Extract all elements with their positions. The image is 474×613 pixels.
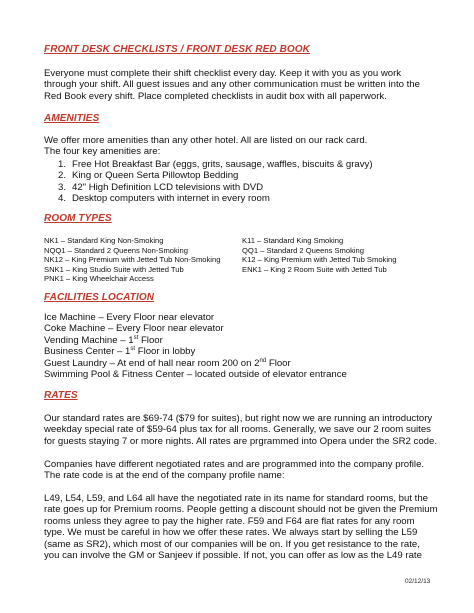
amenity-item: 3. 42" High Definition LCD televisions with DVD xyxy=(58,181,264,193)
rates-line: The rate code is at the end of the company profile name: xyxy=(44,470,285,482)
room-type-item: NK12 – King Premium with Jetted Tub Non-Smoking xyxy=(44,255,221,265)
amenities-line: We offer more amenities than any other hotel. All are listed on our rack card. xyxy=(44,135,368,146)
room-type-item: PNK1 – King Wheelchair Access xyxy=(44,274,154,284)
room-type-item: K11 – Standard King Smoking xyxy=(242,236,344,245)
intro-line: through your shift. All guest issues and any other communication must be written into the xyxy=(44,79,420,91)
facility-item: Swimming Pool & Fitness Center – located outside of elevator entrance xyxy=(44,369,347,381)
amenities-line: The four key amenities are: xyxy=(44,146,161,158)
amenities-heading: AMENITIES xyxy=(44,113,100,124)
facility-item: Guest Laundry – At end of hall near room 200 on 2nd Floor xyxy=(44,357,291,369)
facility-item: Coke Machine – Every Floor near elevator xyxy=(44,323,224,335)
room-types-heading: ROOM TYPES xyxy=(44,213,112,224)
rates-paragraph-2 xyxy=(44,459,424,482)
intro-paragraph xyxy=(44,68,420,102)
intro-line: Red Book every shift. Place completed checklists in audit box with all paperwork. xyxy=(44,90,387,102)
facilities-heading: FACILITIES LOCATION xyxy=(44,292,155,303)
rates-line: Our standard rates are $69-74 ($79 for suites), but right now we are running an introductory xyxy=(44,413,433,424)
rates-paragraph-3 xyxy=(44,493,438,561)
room-type-item: ENK1 – King 2 Room Suite with Jetted Tub xyxy=(242,264,387,274)
amenity-item: 2. King or Queen Serta Pillowtop Bedding xyxy=(58,170,239,182)
room-types-right-column xyxy=(242,236,396,274)
rates-line: Companies have different negotiated rates and are programmed into the company profile. xyxy=(44,459,425,470)
rates-line: weekday special rate of $59-64 plus tax for all rooms. Generally, we save our 2 room suites xyxy=(44,424,431,436)
room-types-left-column xyxy=(44,236,220,284)
rates-line: L49, L54, L59, and L64 all have the negotiated rate in its name for standard rooms, but the xyxy=(44,493,429,504)
room-type-item: K12 – King Premium with Jetted Tub Smoking xyxy=(242,255,397,265)
facilities-list xyxy=(44,312,347,380)
rates-line: you can involve the GM or Sanjeev if possible. If not, you can offer as low as the L49 rate xyxy=(44,550,422,562)
rates-line: rooms unless they agree to pay the higher rate. F59 and F64 are flat rates for any room xyxy=(44,515,415,527)
facility-item: Ice Machine – Every Floor near elevator xyxy=(44,312,215,323)
facility-item: Business Center – 1st Floor in lobby xyxy=(44,346,196,358)
page-title: FRONT DESK CHECKLISTS / FRONT DESK RED BOOK xyxy=(44,44,310,55)
amenities-intro xyxy=(44,135,367,158)
rates-line: rate goes up for Premium rooms. People getting a discount should not be given the Premium xyxy=(44,504,438,516)
rates-line: (same as SR2), which most of our companies will be on. If you get resistance to the rate, xyxy=(44,538,420,550)
amenities-list xyxy=(58,159,373,205)
intro-line: Everyone must complete their shift checklist every day. Keep it with you as you work xyxy=(44,68,402,79)
facility-item: Vending Machine – 1st Floor xyxy=(44,334,163,346)
amenity-item: 1. Free Hot Breakfast Bar (eggs, grits, sausage, waffles, biscuits & gravy) xyxy=(58,159,373,170)
rates-line: type. We must be careful in how we offer these rates. We always start by selling the L59 xyxy=(44,527,418,539)
rates-paragraph-1 xyxy=(44,413,437,447)
amenity-item: 4. Desktop computers with internet in every room xyxy=(58,193,270,205)
room-type-item: NQQ1 – Standard 2 Queens Non-Smoking xyxy=(44,245,188,255)
room-type-item: NK1 – Standard King Non-Smoking xyxy=(44,236,164,245)
rates-line: for guests staying 7 or more nights. All rates are prgrammed into Opera under the SR2 code. xyxy=(44,435,438,447)
room-type-item: SNK1 – King Studio Suite with Jetted Tub xyxy=(44,264,184,274)
footer-date: 02/12/13 xyxy=(405,578,431,585)
room-type-item: QQ1 – Standard 2 Queens Smoking xyxy=(242,245,364,255)
rates-heading: RATES xyxy=(44,390,78,401)
